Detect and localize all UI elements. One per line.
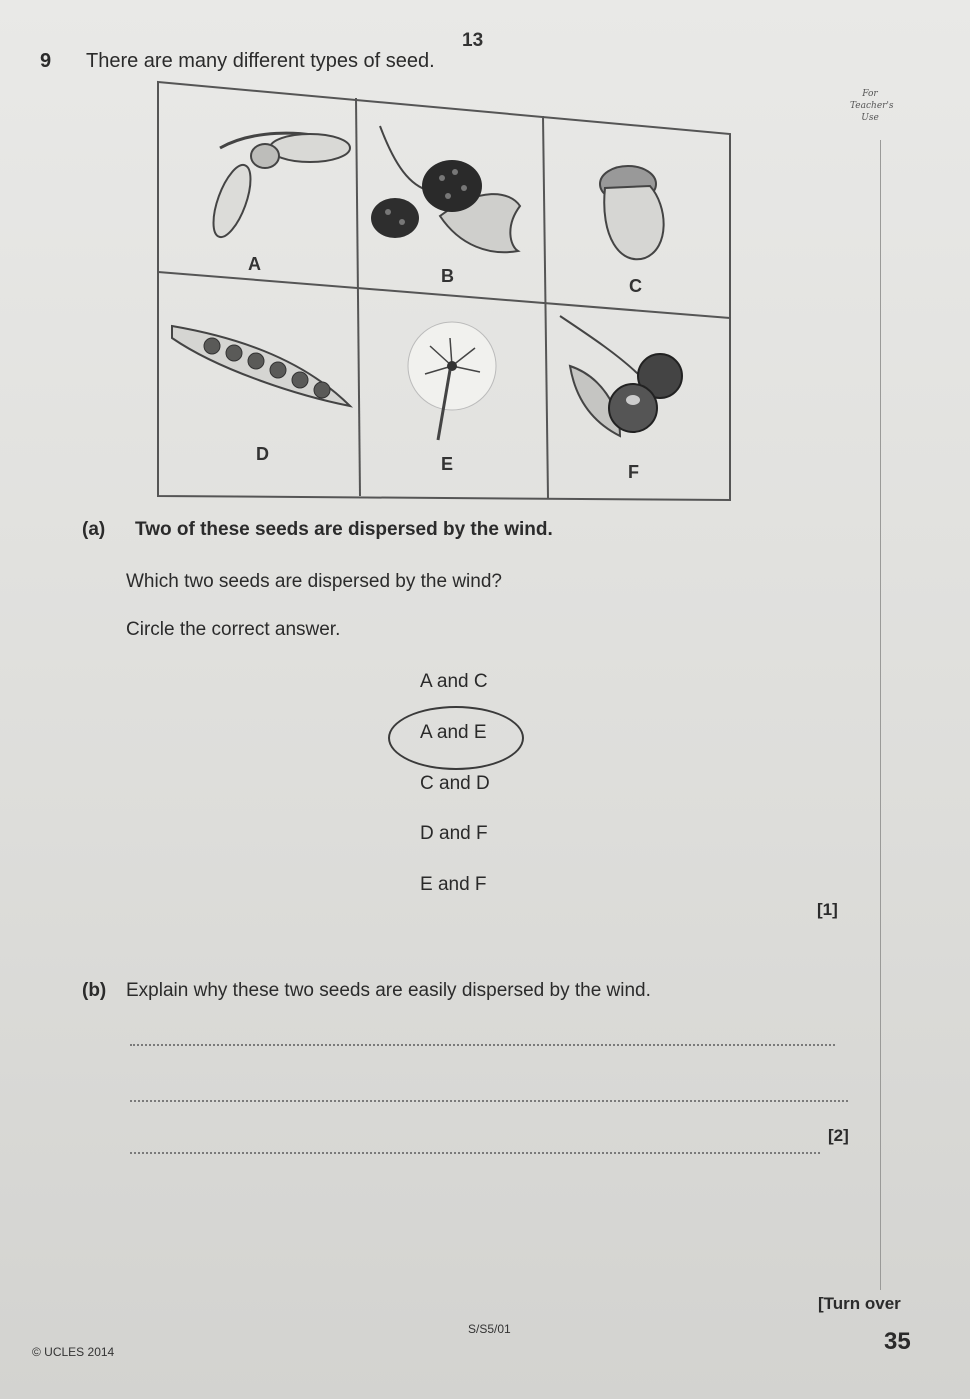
answer-option-e-and-f[interactable]: E and F	[420, 874, 487, 895]
cherry-illustration	[560, 316, 682, 436]
question-number: 9	[40, 50, 52, 72]
answer-line-1[interactable]	[130, 1044, 835, 1046]
answer-option-c-and-d[interactable]: C and D	[420, 773, 490, 794]
margin-note-line-2: Teacher's	[850, 101, 894, 111]
pea-pod-illustration	[172, 326, 350, 406]
seed-label-f: F	[628, 462, 639, 482]
teacher-use-margin-note	[850, 88, 894, 124]
seed-label-d: D	[256, 444, 269, 464]
part-a-question: Which two seeds are dispersed by the wind?	[126, 571, 502, 592]
paper-code: S/S5/01	[468, 1322, 511, 1336]
sycamore-seed-illustration	[206, 133, 350, 241]
seed-label-c: C	[629, 276, 642, 296]
seed-label-a: A	[248, 254, 261, 274]
page-number: 13	[462, 30, 484, 51]
answer-option-a-and-e[interactable]: A and E	[420, 722, 487, 743]
part-b-label: (b)	[82, 980, 107, 1001]
part-a-instruction: Circle the correct answer.	[126, 619, 341, 640]
margin-note-line-3: Use	[861, 113, 879, 123]
margin-rule	[880, 140, 881, 1290]
copyright: © UCLES 2014	[32, 1345, 115, 1359]
part-b-marks: [2]	[828, 1126, 849, 1145]
blackberry-illustration	[371, 126, 520, 252]
answer-option-d-and-f[interactable]: D and F	[420, 823, 488, 844]
answer-option-a-and-c[interactable]: A and C	[420, 671, 488, 692]
answer-line-3[interactable]	[130, 1152, 820, 1154]
turn-over-note: [Turn over	[818, 1294, 901, 1313]
seed-image-grid	[150, 76, 740, 506]
part-a-label: (a)	[82, 519, 106, 540]
part-a-statement: Two of these seeds are dispersed by the wind.	[135, 519, 553, 540]
seed-label-b: B	[441, 266, 454, 286]
handwritten-score: 35	[884, 1328, 911, 1355]
answer-line-2[interactable]	[130, 1100, 848, 1102]
margin-note-line-1: For	[862, 89, 878, 99]
question-stem: There are many different types of seed.	[86, 50, 435, 72]
acorn-illustration	[600, 166, 664, 259]
seed-label-e: E	[441, 454, 454, 474]
dandelion-seed-illustration	[408, 322, 496, 440]
part-a-marks: [1]	[817, 900, 838, 919]
part-b-question: Explain why these two seeds are easily dispersed by the wind.	[126, 980, 651, 1001]
